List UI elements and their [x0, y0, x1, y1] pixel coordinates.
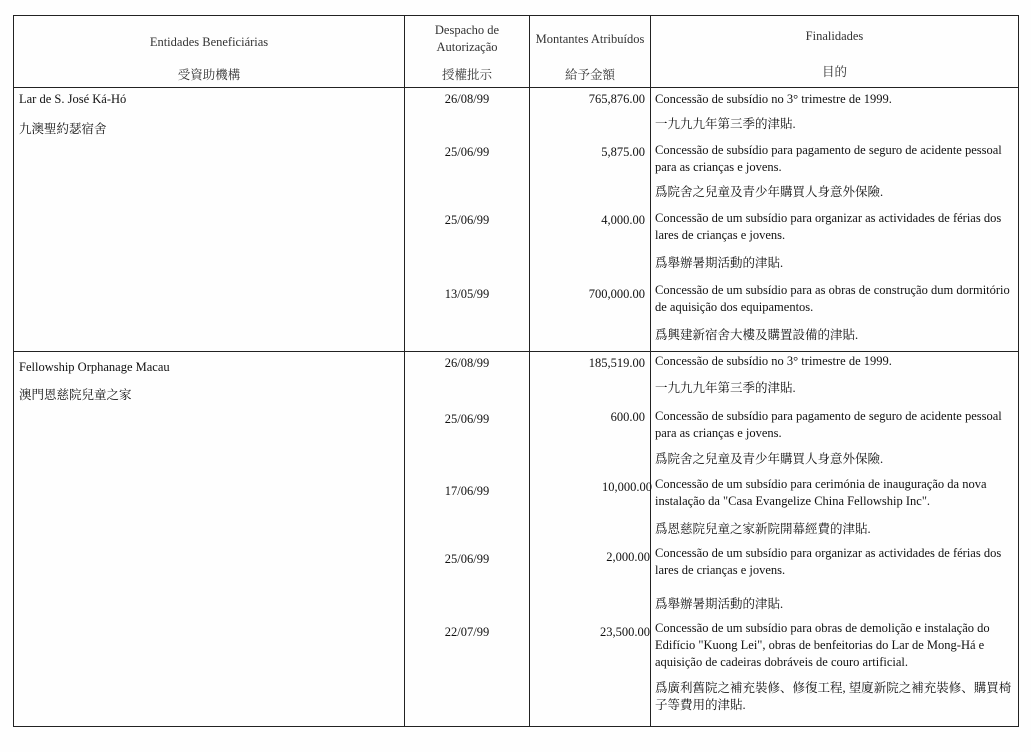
purpose-pt: Concessão de um subsídio para cerimónia de inauguração da nova instalação da "Casa Evangelize China Fellowship Inc".	[655, 477, 987, 508]
purpose-pt: Concessão de subsídio para pagamento de seguro de acidente pessoal para as crianças e jovens.	[655, 409, 1002, 440]
purpose-zh: 一九九九年第三季的津貼.	[655, 117, 796, 131]
column-divider	[404, 15, 405, 727]
dispatch-date: 26/08/99	[444, 92, 490, 106]
entity-name-zh: 九澳聖約瑟宿舍	[19, 122, 107, 136]
purpose-zh: 爲興建新宿舍大樓及購置設備的津貼.	[655, 328, 859, 342]
dispatch-date: 13/05/99	[444, 287, 490, 301]
amount: 4,000.00	[601, 213, 645, 227]
entity-name-pt: Lar de S. José Ká-Hó	[19, 92, 127, 106]
purpose-pt: Concessão de um subsídio para organizar as actividades de férias dos lares de crianças e jovens.	[655, 211, 1002, 242]
entity-name-pt: Fellowship Orphanage Macau	[19, 360, 170, 374]
purpose-zh: 爲院舍之兒童及青少年購買人身意外保險.	[655, 185, 884, 199]
header-amount-zh: 給予金額	[564, 68, 615, 82]
amount: 185,519.00	[588, 356, 645, 370]
purpose-zh: 爲恩慈院兒童之家新院開幕經費的津貼.	[655, 522, 871, 536]
purpose-zh: 爲廣利舊院之補充裝修、修復工程, 望廈新院之補充裝修、購買椅子等費用的津貼.	[655, 681, 1012, 712]
header-divider	[13, 87, 1019, 88]
dispatch-date: 22/07/99	[444, 625, 490, 639]
dispatch-date: 25/06/99	[444, 213, 490, 227]
purpose-pt: Concessão de um subsídio para organizar as actividades de férias dos lares de crianças e jovens.	[655, 546, 1002, 577]
header-dispatch-zh: 授權批示	[441, 68, 492, 82]
header-dispatch-pt: Despacho de Autorização	[434, 23, 500, 54]
dispatch-date: 26/08/99	[444, 356, 490, 370]
purpose-pt: Concessão de um subsídio para as obras de construção dum dormitório de aquisição dos equipamentos.	[655, 283, 1010, 314]
dispatch-date: 25/06/99	[444, 552, 490, 566]
column-divider	[529, 15, 530, 727]
entity-divider	[13, 351, 1019, 352]
purpose-pt: Concessão de um subsídio para obras de demolição e instalação do Edifício "Kuong Lei", obras de benfeitorias do Lar de Mong-Há e aquisição de cadeiras dobráveis de couro artificial.	[655, 621, 990, 669]
amount: 2,000.00	[606, 550, 650, 564]
dispatch-date: 25/06/99	[444, 412, 490, 426]
amount: 23,500.00	[600, 625, 650, 639]
dispatch-date: 17/06/99	[444, 484, 490, 498]
header-purpose-pt: Finalidades	[805, 29, 864, 43]
purpose-pt: Concessão de subsídio no 3° trimestre de 1999.	[655, 92, 892, 106]
dispatch-date: 25/06/99	[444, 145, 490, 159]
entity-name-zh: 澳門恩慈院兒童之家	[19, 388, 132, 402]
amount: 10,000.00	[602, 480, 652, 494]
purpose-pt: Concessão de subsídio no 3° trimestre de 1999.	[655, 354, 892, 368]
column-divider	[650, 15, 651, 727]
header-entities-zh: 受資助機構	[177, 68, 241, 82]
purpose-zh: 一九九九年第三季的津貼.	[655, 381, 796, 395]
purpose-zh: 爲舉辦暑期活動的津貼.	[655, 256, 784, 270]
amount: 700,000.00	[588, 287, 645, 301]
purpose-zh: 爲舉辦暑期活動的津貼.	[655, 597, 784, 611]
header-entities-pt: Entidades Beneficiárias	[149, 35, 269, 49]
amount: 5,875.00	[601, 145, 645, 159]
purpose-zh: 爲院舍之兒童及青少年購買人身意外保險.	[655, 452, 884, 466]
purpose-pt: Concessão de subsídio para pagamento de seguro de acidente pessoal para as crianças e jovens.	[655, 143, 1002, 174]
header-purpose-zh: 目的	[821, 65, 847, 79]
header-amount-pt: Montantes Atribuídos	[535, 32, 645, 46]
amount: 765,876.00	[588, 92, 645, 106]
amount: 600.00	[610, 410, 645, 424]
